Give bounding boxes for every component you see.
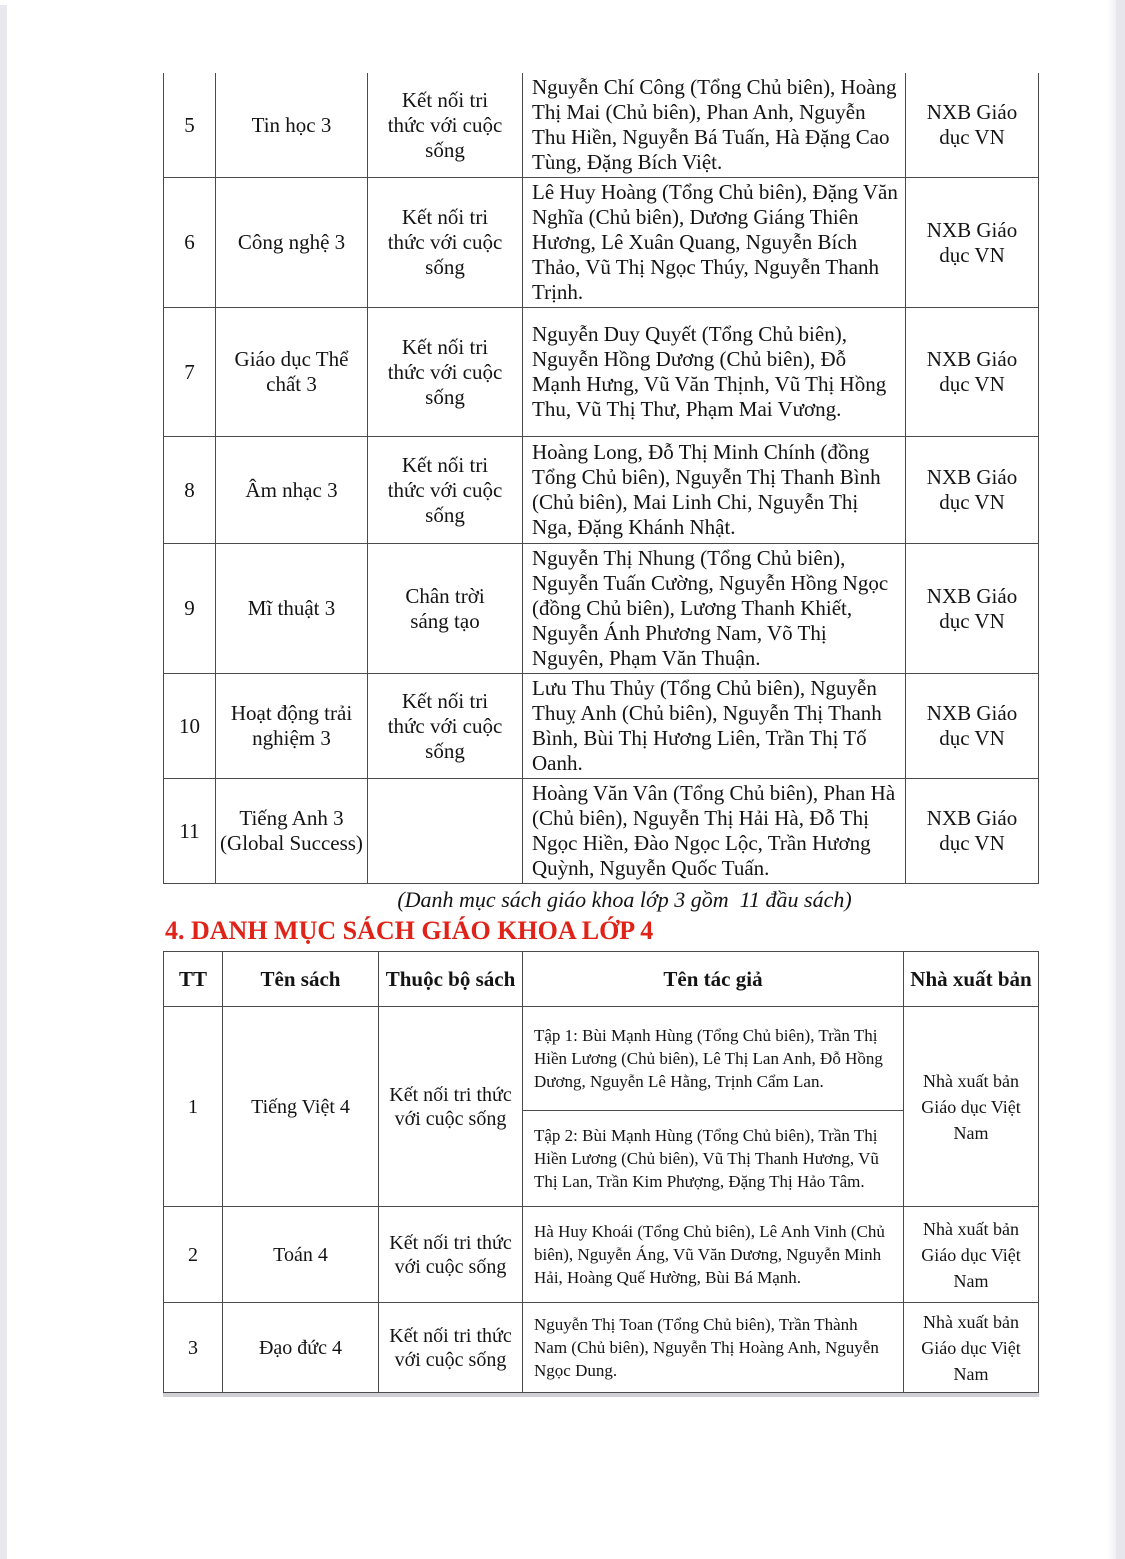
book-publisher: NXB Giáo dục VN — [906, 178, 1039, 308]
book-publisher: Nhà xuất bản Giáo dục Việt Nam — [904, 1007, 1039, 1207]
col-header-series: Thuộc bộ sách — [379, 952, 523, 1007]
book-authors: Hà Huy Khoái (Tổng Chủ biên), Lê Anh Vinh (Chủ biên), Nguyễn Áng, Vũ Văn Dương, Nguyễn Minh Hải, Hoàng Quế Hường, Bùi Bá Mạnh. — [523, 1207, 904, 1303]
table-row — [164, 178, 1039, 308]
book-series: Kết nối tri thức với cuộc sống — [379, 1007, 523, 1207]
grade4-textbook-table — [163, 951, 1039, 1393]
book-authors: Lê Huy Hoàng (Tổng Chủ biên), Đặng Văn Nghĩa (Chủ biên), Dương Giáng Thiên Hương, Lê Xuân Quang, Nguyễn Bích Thảo, Vũ Thị Ngọc Thúy, Nguyễn Thanh Trịnh. — [523, 178, 906, 308]
book-title: Tin học 3 — [216, 73, 368, 178]
book-series: Kết nối tri thức với cuộc sống — [368, 73, 523, 178]
book-series: Kết nối tri thức với cuộc sống — [368, 437, 523, 544]
book-publisher: NXB Giáo dục VN — [906, 73, 1039, 178]
book-title: Tiếng Việt 4 — [223, 1007, 379, 1207]
table-row — [164, 779, 1039, 884]
book-publisher: Nhà xuất bản Giáo dục Việt Nam — [904, 1303, 1039, 1393]
book-series: Kết nối tri thức với cuộc sống — [368, 178, 523, 308]
book-publisher: NXB Giáo dục VN — [906, 437, 1039, 544]
book-authors: Hoàng Long, Đỗ Thị Minh Chính (đồng Tổng Chủ biên), Nguyễn Thị Thanh Bình (Chủ biên), Mai Linh Chi, Nguyễn Thị Nga, Đặng Khánh Nhật. — [523, 437, 906, 544]
book-authors: Nguyễn Duy Quyết (Tổng Chủ biên), Nguyễn Hồng Dương (Chủ biên), Đỗ Mạnh Hưng, Vũ Văn Thịnh, Vũ Thị Hồng Thu, Vũ Thị Thư, Phạm Mai Vương. — [523, 308, 906, 437]
book-title: Toán 4 — [223, 1207, 379, 1303]
table-row — [164, 308, 1039, 437]
book-series: Kết nối tri thức với cuộc sống — [368, 674, 523, 779]
book-publisher: Nhà xuất bản Giáo dục Việt Nam — [904, 1207, 1039, 1303]
book-series — [368, 779, 523, 884]
table-row — [164, 437, 1039, 544]
row-number: 8 — [164, 437, 216, 544]
book-title: Mĩ thuật 3 — [216, 544, 368, 674]
row-number: 10 — [164, 674, 216, 779]
page-content — [163, 73, 1039, 1393]
book-publisher: NXB Giáo dục VN — [906, 308, 1039, 437]
row-number: 5 — [164, 73, 216, 178]
book-authors-volume2: Tập 2: Bùi Mạnh Hùng (Tổng Chủ biên), Trần Thị Hiền Lương (Chủ biên), Vũ Thị Thanh Hương, Vũ Thị Lan, Trần Kim Phượng, Đặng Thị Hảo Tâm. — [523, 1111, 904, 1207]
table-row — [164, 674, 1039, 779]
book-series: Kết nối tri thức với cuộc sống — [379, 1303, 523, 1393]
section-heading: 4. DANH MỤC SÁCH GIÁO KHOA LỚP 4 — [165, 916, 654, 945]
table-row — [164, 1207, 1039, 1303]
page-edge-shadow — [1107, 0, 1116, 1559]
book-series: Kết nối tri thức với cuộc sống — [368, 308, 523, 437]
book-publisher: NXB Giáo dục VN — [906, 779, 1039, 884]
col-header-publisher: Nhà xuất bản — [904, 952, 1039, 1007]
col-header-tt: TT — [164, 952, 223, 1007]
book-authors: Lưu Thu Thủy (Tổng Chủ biên), Nguyễn Thuỵ Anh (Chủ biên), Nguyễn Thị Thanh Bình, Bùi Thị Hương Liên, Trần Thị Tố Oanh. — [523, 674, 906, 779]
grade3-textbook-table — [163, 73, 1039, 884]
table-caption: (Danh mục sách giáo khoa lớp 3 gồm 11 đầu sách) — [397, 887, 852, 912]
book-authors: Nguyễn Chí Công (Tổng Chủ biên), Hoàng Thị Mai (Chủ biên), Phan Anh, Nguyễn Thu Hiền, Nguyễn Bá Tuấn, Hà Đặng Cao Tùng, Đặng Bích Việt. — [523, 73, 906, 178]
book-authors: Nguyễn Thị Nhung (Tổng Chủ biên), Nguyễn Tuấn Cường, Nguyễn Hồng Ngọc (đồng Chủ biên), Lương Thanh Khiết, Nguyễn Ánh Phương Nam, Võ Thị Nguyên, Phạm Văn Thuận. — [523, 544, 906, 674]
row-number: 9 — [164, 544, 216, 674]
book-series: Chân trời sáng tạo — [368, 544, 523, 674]
book-publisher: NXB Giáo dục VN — [906, 544, 1039, 674]
table-row — [164, 1007, 1039, 1111]
book-series: Kết nối tri thức với cuộc sống — [379, 1207, 523, 1303]
book-publisher: NXB Giáo dục VN — [906, 674, 1039, 779]
col-header-book-title: Tên sách — [223, 952, 379, 1007]
col-header-authors: Tên tác giả — [523, 952, 904, 1007]
page-left-edge — [0, 5, 7, 1559]
book-title: Giáo dục Thể chất 3 — [216, 308, 368, 437]
table-row — [164, 544, 1039, 674]
row-number: 11 — [164, 779, 216, 884]
book-authors: Hoàng Văn Vân (Tổng Chủ biên), Phan Hà (Chủ biên), Nguyễn Thị Hải Hà, Đỗ Thị Ngọc Hiền, Đào Ngọc Lộc, Trần Hương Quỳnh, Nguyễn Quốc Tuấn. — [523, 779, 906, 884]
row-number: 1 — [164, 1007, 223, 1207]
book-title: Công nghệ 3 — [216, 178, 368, 308]
table-row — [164, 1303, 1039, 1393]
row-number: 3 — [164, 1303, 223, 1393]
book-authors: Nguyễn Thị Toan (Tổng Chủ biên), Trần Thành Nam (Chủ biên), Nguyễn Thị Hoàng Anh, Nguyễn Ngọc Dung. — [523, 1303, 904, 1393]
book-title: Âm nhạc 3 — [216, 437, 368, 544]
book-title: Hoạt động trải nghiệm 3 — [216, 674, 368, 779]
row-number: 6 — [164, 178, 216, 308]
book-title: Đạo đức 4 — [223, 1303, 379, 1393]
table-row — [164, 73, 1039, 178]
row-number: 7 — [164, 308, 216, 437]
table-header-row — [164, 952, 1039, 1007]
row-number: 2 — [164, 1207, 223, 1303]
book-authors-volume1: Tập 1: Bùi Mạnh Hùng (Tổng Chủ biên), Trần Thị Hiền Lương (Chủ biên), Lê Thị Lan Anh, Đỗ Hồng Dương, Nguyễn Lê Hằng, Trịnh Cẩm Lan. — [523, 1007, 904, 1111]
book-title: Tiếng Anh 3 (Global Success) — [216, 779, 368, 884]
page-right-edge — [1116, 0, 1125, 1559]
